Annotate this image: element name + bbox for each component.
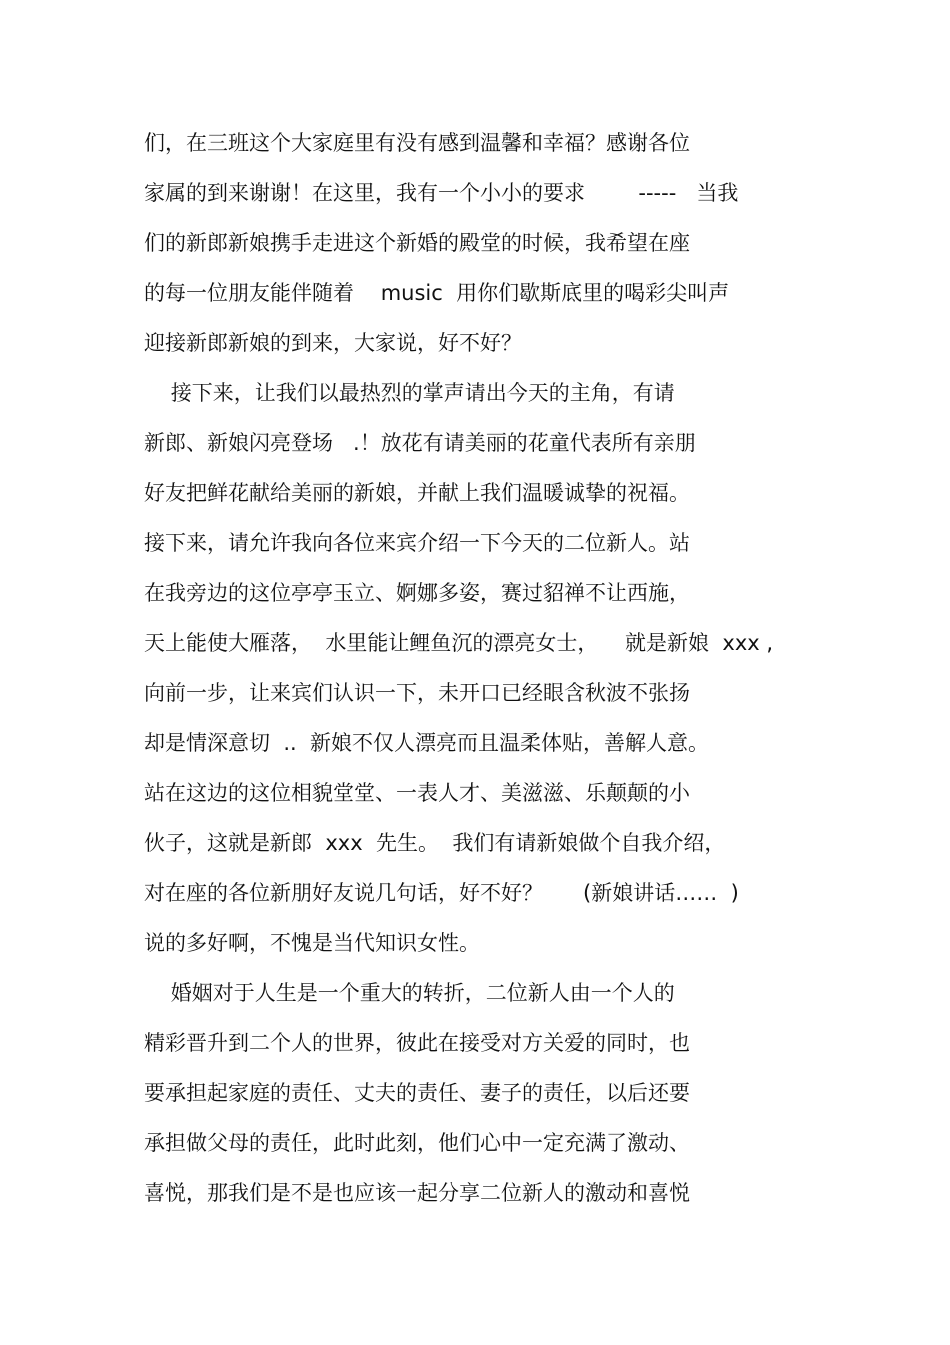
text-line: 接下来，让我们以最热烈的掌声请出今天的主角，有请 <box>144 381 675 405</box>
text-line: 的每一位朋友能伴随着 music 用你们歇斯底里的喝彩尖叫声 <box>144 281 730 305</box>
text-line: 承担做父母的责任，此时此刻，他们心中一定充满了激动、 <box>144 1131 690 1155</box>
text-line: 伙子，这就是新郎 xxx 先生。 我们有请新娘做个自我介绍， <box>144 831 726 855</box>
text-line: 新郎、新娘闪亮登场 .！放花有请美丽的花童代表所有亲朋 <box>144 431 696 455</box>
text-line: 却是情深意切 .. 新娘不仅人漂亮而且温柔体贴，善解人意。 <box>144 731 710 755</box>
text-line: 对在座的各位新朋好友说几句话，好不好？ (新娘讲话…… ) <box>144 881 739 905</box>
text-line: 好友把鲜花献给美丽的新娘，并献上我们温暖诚挚的祝福。 <box>144 481 690 505</box>
text-line: 喜悦，那我们是不是也应该一起分享二位新人的激动和喜悦 <box>144 1181 690 1205</box>
text-line: 天上能使大雁落， 水里能让鲤鱼沉的漂亮女士， 就是新娘 xxx , <box>144 631 774 655</box>
text-line: 向前一步，让来宾们认识一下，未开口已经眼含秋波不张扬 <box>144 681 690 705</box>
text-line: 们，在三班这个大家庭里有没有感到温馨和幸福？感谢各位 <box>144 131 690 155</box>
text-line: 在我旁边的这位亭亭玉立、婀娜多姿，赛过貂禅不让西施， <box>144 581 690 605</box>
body-text <box>144 118 844 1218</box>
text-line: 说的多好啊，不愧是当代知识女性。 <box>144 931 480 955</box>
text-line: 接下来，请允许我向各位来宾介绍一下今天的二位新人。站 <box>144 531 690 555</box>
text-line: 要承担起家庭的责任、丈夫的责任、妻子的责任，以后还要 <box>144 1081 690 1105</box>
text-line: 婚姻对于人生是一个重大的转折，二位新人由一个人的 <box>144 981 675 1005</box>
text-line: 精彩晋升到二个人的世界，彼此在接受对方关爱的同时，也 <box>144 1031 690 1055</box>
text-line: 站在这边的这位相貌堂堂、一表人才、美滋滋、乐颠颠的小 <box>144 781 690 805</box>
text-line: 们的新郎新娘携手走进这个新婚的殿堂的时候，我希望在座 <box>144 231 690 255</box>
text-line: 家属的到来谢谢！在这里，我有一个小小的要求 ----- 当我 <box>144 181 739 205</box>
text-line: 迎接新郎新娘的到来，大家说，好不好？ <box>144 331 522 355</box>
